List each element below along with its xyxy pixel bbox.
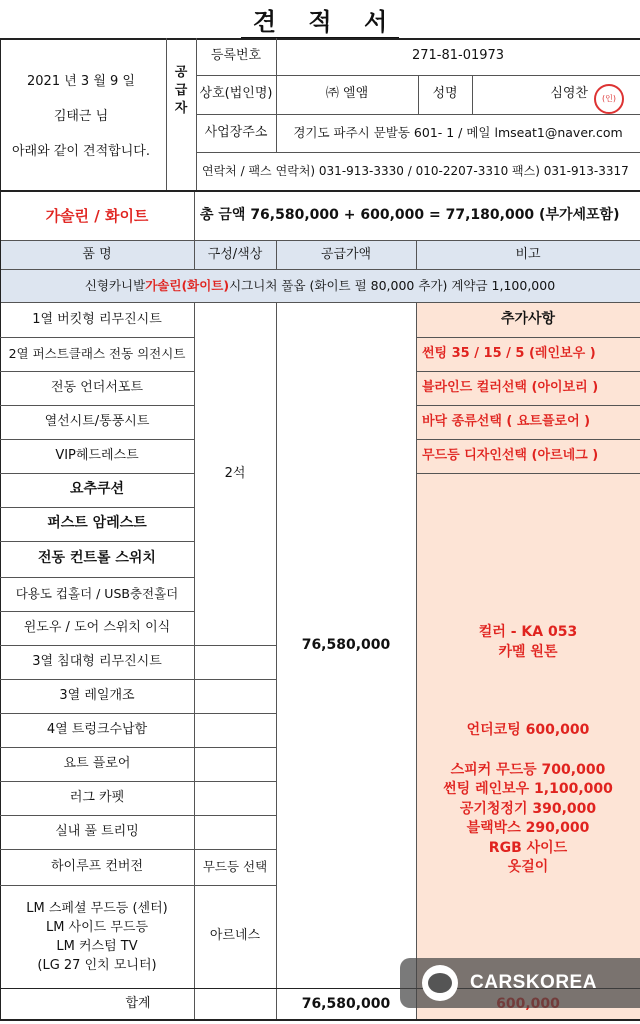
config-mood-light: 무드등 선택 <box>202 859 268 875</box>
note-floor: 바닥 종류선택 ( 요트플로어 ) <box>422 413 591 429</box>
item-row: 3열 레일개조 <box>59 687 135 703</box>
supplier-label: 공 급 자 <box>174 65 188 116</box>
note-color: 컬러 - KA 053 카멜 원톤 <box>478 624 578 660</box>
total-value: 76,580,000 <box>301 995 391 1012</box>
item-row: 열선시트/통풍시트 <box>44 413 150 429</box>
item-row-lighting-tv: LM 스페셜 무드등 (센터) LM 사이드 무드등 LM 커스텀 TV (LG 27 인치 모니터) <box>26 900 168 973</box>
document-title: 견 적 서 <box>0 2 640 37</box>
item-row: 요트 플로어 <box>63 755 131 771</box>
note-undercoat: 언더코팅 600,000 <box>466 722 590 739</box>
reg-number-value: 271-81-01973 <box>411 48 505 64</box>
item-row: 1열 버킷형 리무진시트 <box>32 311 162 327</box>
contact-label: 연락처 / 팩스 <box>202 163 272 178</box>
recipient-name: 김태근 님 <box>53 109 109 124</box>
item-row: 다용도 컵홀더 / USB충전홀더 <box>15 586 179 602</box>
carskorea-watermark <box>400 958 640 1008</box>
address-label: 사업장주소 <box>204 124 268 140</box>
config-arnes: 아르네스 <box>209 928 261 944</box>
header-config: 구성/색상 <box>207 246 263 262</box>
note-tinting: 썬팅 35 / 15 / 5 (레인보우 ) <box>422 345 596 361</box>
header-item: 품 명 <box>82 246 112 262</box>
total-amount: 총 금액 76,580,000 + 600,000 = 77,180,000 (부가세포함) <box>200 207 620 224</box>
note-mood: 무드등 디자인선택 (아르네그 ) <box>422 447 599 463</box>
contact-row <box>196 152 640 190</box>
watermark-text: CARSKOREA <box>470 972 597 993</box>
quote-message: 아래와 같이 견적합니다. <box>12 144 150 159</box>
item-row: 2열 퍼스트클래스 전동 의전시트 <box>8 346 186 362</box>
header-note: 비고 <box>515 246 541 262</box>
banner-highlight: 가솔린(화이트) <box>145 278 230 294</box>
item-row: VIP헤드레스트 <box>55 447 139 463</box>
notes-header: 추가사항 <box>500 311 556 328</box>
item-row: 퍼스트 암레스트 <box>47 515 147 532</box>
model-color: 가솔린 / 화이트 <box>45 206 149 225</box>
ceo-value: 심영찬 <box>550 86 588 102</box>
header-price: 공급가액 <box>320 246 372 262</box>
item-row: 윈도우 / 도어 스위치 이식 <box>23 619 171 635</box>
company-seal-stamp: (인) <box>594 84 624 114</box>
total-label: 합계 <box>125 996 151 1012</box>
note-blind: 블라인드 컬러선택 (아이보리 ) <box>422 379 599 395</box>
vehicle-spec-banner: 신형카니발 가솔린(화이트) 시그니처 풀옵 (화이트 펄 80,000 추가) 계약금 1,100,000 <box>84 278 556 294</box>
item-row: 실내 풀 트리밍 <box>55 823 139 839</box>
contact-value: 연락처) 031-913-3330 / 010-2207-3310 팩스) 031-913-3317 <box>275 163 629 178</box>
item-row: 전동 언더서포트 <box>50 379 144 395</box>
item-row: 4열 트렁크수납함 <box>46 721 148 737</box>
item-row: 3열 침대형 리무진시트 <box>32 653 162 669</box>
ceo-label: 성명 <box>432 86 458 102</box>
quote-date: 2021 년 3 월 9 일 <box>27 74 135 89</box>
supply-price: 76,580,000 <box>301 636 391 653</box>
item-row: 전동 컨트롤 스위치 <box>38 550 156 567</box>
reg-number-label: 등록번호 <box>210 48 262 64</box>
item-row: 러그 카펫 <box>69 789 125 805</box>
note-extras: 스피커 무드등 700,000 썬팅 레인보우 1,100,000 공기청정기 390,000 블랙박스 290,000 RGB 사이드 옷걸이 <box>443 761 613 875</box>
company-label: 상호(법인명) <box>199 86 273 102</box>
item-row: 요추쿠션 <box>69 481 125 498</box>
item-row: 하이루프 컨버전 <box>50 858 144 874</box>
address-value: 경기도 파주시 문발동 601- 1 / 메일 lmseat1@naver.com <box>293 125 623 141</box>
carskorea-logo-icon <box>422 965 458 1001</box>
company-value: ㈜ 엘앰 <box>325 86 369 102</box>
config-seats: 2석 <box>224 465 246 481</box>
